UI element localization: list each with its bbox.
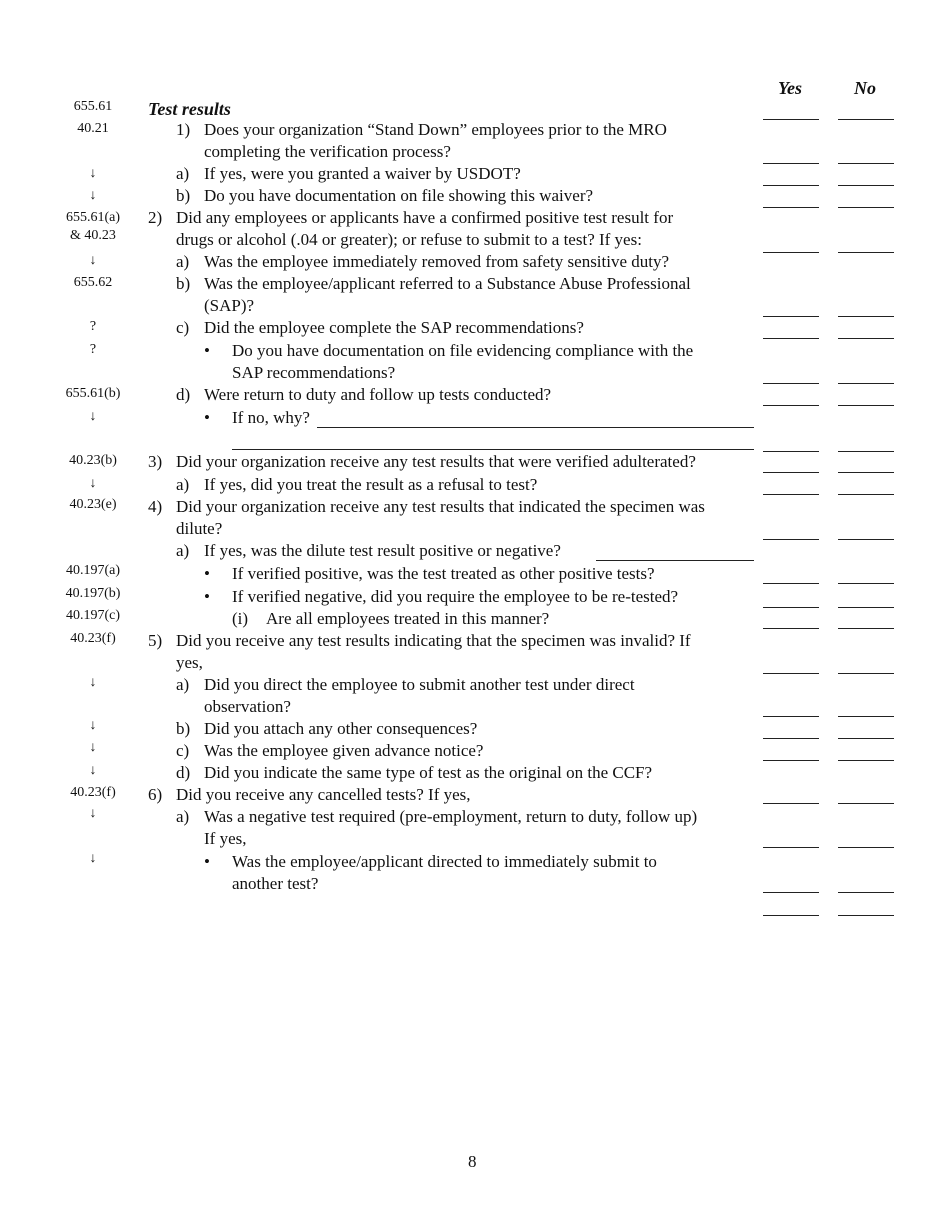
no-blank[interactable] (838, 673, 894, 674)
no-blank[interactable] (838, 847, 894, 848)
question-text: 1) (176, 120, 191, 139)
regulation-reference: & 40.23 (70, 228, 116, 243)
question-text: d) (176, 385, 191, 404)
question-text: If no, why? (232, 408, 310, 427)
no-blank[interactable] (838, 716, 894, 717)
yes-blank[interactable] (763, 451, 819, 452)
regulation-reference: 40.23(e) (69, 497, 117, 512)
regulation-reference: ↓ (89, 675, 97, 690)
question-text: Do you have documentation on file showing this waiver? (204, 186, 594, 205)
yes-blank[interactable] (763, 338, 819, 339)
yes-blank[interactable] (763, 628, 819, 629)
yes-blank[interactable] (763, 803, 819, 804)
question-text: If verified negative, did you require the employee to be re-tested? (232, 587, 679, 606)
no-blank[interactable] (838, 451, 894, 452)
question-text: Was a negative test required (pre-employment, return to duty, follow up) (204, 807, 698, 826)
question-text: If yes, did you treat the result as a refusal to test? (204, 475, 538, 494)
column-header-no: No (854, 78, 876, 98)
yes-blank[interactable] (763, 383, 819, 384)
question-text: a) (176, 807, 190, 826)
no-blank[interactable] (838, 915, 894, 916)
section-title: Test results (148, 99, 231, 119)
question-text: another test? (232, 874, 319, 893)
question-text: a) (176, 475, 190, 494)
question-text: (i) (232, 609, 249, 628)
no-blank[interactable] (838, 472, 894, 473)
regulation-reference: ↓ (89, 718, 97, 733)
no-blank[interactable] (838, 892, 894, 893)
question-text: Was the employee given advance notice? (204, 741, 484, 760)
regulation-reference: 655.61 (73, 99, 113, 114)
regulation-reference: ? (89, 342, 97, 357)
question-text: • (204, 408, 210, 427)
no-blank[interactable] (838, 738, 894, 739)
regulation-reference: ↓ (89, 166, 97, 181)
question-text: Did you receive any test results indicating that the specimen was invalid? If (176, 631, 691, 650)
regulation-reference: 40.23(f) (70, 785, 116, 800)
question-text: • (204, 587, 210, 606)
question-text: yes, (176, 653, 203, 672)
question-text: Were return to duty and follow up tests conducted? (204, 385, 552, 404)
question-text: Are all employees treated in this manner? (266, 609, 550, 628)
yes-blank[interactable] (763, 915, 819, 916)
question-text: Did you receive any cancelled tests? If yes, (176, 785, 471, 804)
no-blank[interactable] (838, 760, 894, 761)
no-blank[interactable] (838, 383, 894, 384)
question-text: • (204, 852, 210, 871)
regulation-reference: ↓ (89, 409, 97, 424)
question-text: c) (176, 741, 190, 760)
fill-in-line[interactable] (232, 449, 754, 450)
question-text: • (204, 341, 210, 360)
yes-blank[interactable] (763, 673, 819, 674)
regulation-reference: 655.61(b) (65, 386, 121, 401)
regulation-reference: 655.61(a) (65, 210, 121, 225)
yes-blank[interactable] (763, 472, 819, 473)
fill-in-line[interactable] (317, 427, 754, 428)
question-text: a) (176, 675, 190, 694)
no-blank[interactable] (838, 405, 894, 406)
yes-blank[interactable] (763, 738, 819, 739)
question-text: Did any employees or applicants have a confirmed positive test result for (176, 208, 674, 227)
question-text: drugs or alcohol (.04 or greater); or refuse to submit to a test? If yes: (176, 230, 642, 249)
question-text: (SAP)? (204, 296, 255, 315)
question-text: Does your organization “Stand Down” employees prior to the MRO (204, 120, 667, 139)
question-text: Was the employee/applicant referred to a Substance Abuse Professional (204, 274, 691, 293)
regulation-reference: ↓ (89, 740, 97, 755)
regulation-reference: 40.23(f) (70, 631, 116, 646)
no-blank[interactable] (838, 185, 894, 186)
yes-blank[interactable] (763, 207, 819, 208)
no-blank[interactable] (838, 583, 894, 584)
regulation-reference: ↓ (89, 851, 97, 866)
column-header-yes: Yes (778, 78, 802, 98)
yes-blank[interactable] (763, 316, 819, 317)
question-text: Did you direct the employee to submit another test under direct (204, 675, 635, 694)
question-text: a) (176, 541, 190, 560)
regulation-reference: 40.197(b) (65, 586, 121, 601)
question-text: Was the employee immediately removed from safety sensitive duty? (204, 252, 670, 271)
regulation-reference: ↓ (89, 476, 97, 491)
yes-blank[interactable] (763, 539, 819, 540)
question-text: c) (176, 318, 190, 337)
question-text: a) (176, 164, 190, 183)
yes-blank[interactable] (763, 405, 819, 406)
question-text: 2) (148, 208, 163, 227)
question-text: 5) (148, 631, 163, 650)
yes-blank[interactable] (763, 494, 819, 495)
regulation-reference: ↓ (89, 253, 97, 268)
regulation-reference: ? (89, 319, 97, 334)
regulation-reference: ↓ (89, 763, 97, 778)
no-blank[interactable] (838, 119, 894, 120)
yes-blank[interactable] (763, 892, 819, 893)
question-text: observation? (204, 697, 291, 716)
question-text: Did your organization receive any test results that were verified adulterated? (176, 452, 696, 471)
question-text: Was the employee/applicant directed to immediately submit to (232, 852, 657, 871)
question-text: SAP recommendations? (232, 363, 396, 382)
yes-blank[interactable] (763, 607, 819, 608)
yes-blank[interactable] (763, 119, 819, 120)
regulation-reference: ↓ (89, 806, 97, 821)
regulation-reference: 40.197(a) (65, 563, 121, 578)
no-blank[interactable] (838, 207, 894, 208)
question-text: 4) (148, 497, 163, 516)
question-text: Did the employee complete the SAP recommendations? (204, 318, 584, 337)
regulation-reference: 40.197(c) (65, 608, 121, 623)
question-text: dilute? (176, 519, 223, 538)
yes-blank[interactable] (763, 847, 819, 848)
yes-blank[interactable] (763, 163, 819, 164)
page-number: 8 (468, 1152, 477, 1171)
question-text: Did your organization receive any test results that indicated the specimen was (176, 497, 705, 516)
no-blank[interactable] (838, 252, 894, 253)
regulation-reference: 655.62 (73, 275, 113, 290)
yes-blank[interactable] (763, 185, 819, 186)
question-text: b) (176, 719, 191, 738)
regulation-reference: 40.23(b) (69, 453, 117, 468)
no-blank[interactable] (838, 494, 894, 495)
question-text: 3) (148, 452, 163, 471)
no-blank[interactable] (838, 803, 894, 804)
question-text: • (204, 564, 210, 583)
question-text: Did you attach any other consequences? (204, 719, 478, 738)
question-text: b) (176, 274, 191, 293)
question-text: If yes, were you granted a waiver by USDOT? (204, 164, 521, 183)
fill-in-line[interactable] (596, 560, 754, 561)
no-blank[interactable] (838, 628, 894, 629)
yes-blank[interactable] (763, 252, 819, 253)
regulation-reference: ↓ (89, 188, 97, 203)
question-text: completing the verification process? (204, 142, 451, 161)
yes-blank[interactable] (763, 760, 819, 761)
question-text: If verified positive, was the test treated as other positive tests? (232, 564, 655, 583)
no-blank[interactable] (838, 163, 894, 164)
yes-blank[interactable] (763, 583, 819, 584)
question-text: Do you have documentation on file evidencing compliance with the (232, 341, 694, 360)
question-text: If yes, (204, 829, 247, 848)
no-blank[interactable] (838, 316, 894, 317)
question-text: If yes, was the dilute test result positive or negative? (204, 541, 561, 560)
no-blank[interactable] (838, 539, 894, 540)
no-blank[interactable] (838, 338, 894, 339)
question-text: a) (176, 252, 190, 271)
question-text: d) (176, 763, 191, 782)
yes-blank[interactable] (763, 716, 819, 717)
question-text: b) (176, 186, 191, 205)
question-text: 6) (148, 785, 163, 804)
regulation-reference: 40.21 (77, 121, 109, 136)
question-text: Did you indicate the same type of test as the original on the CCF? (204, 763, 653, 782)
no-blank[interactable] (838, 607, 894, 608)
